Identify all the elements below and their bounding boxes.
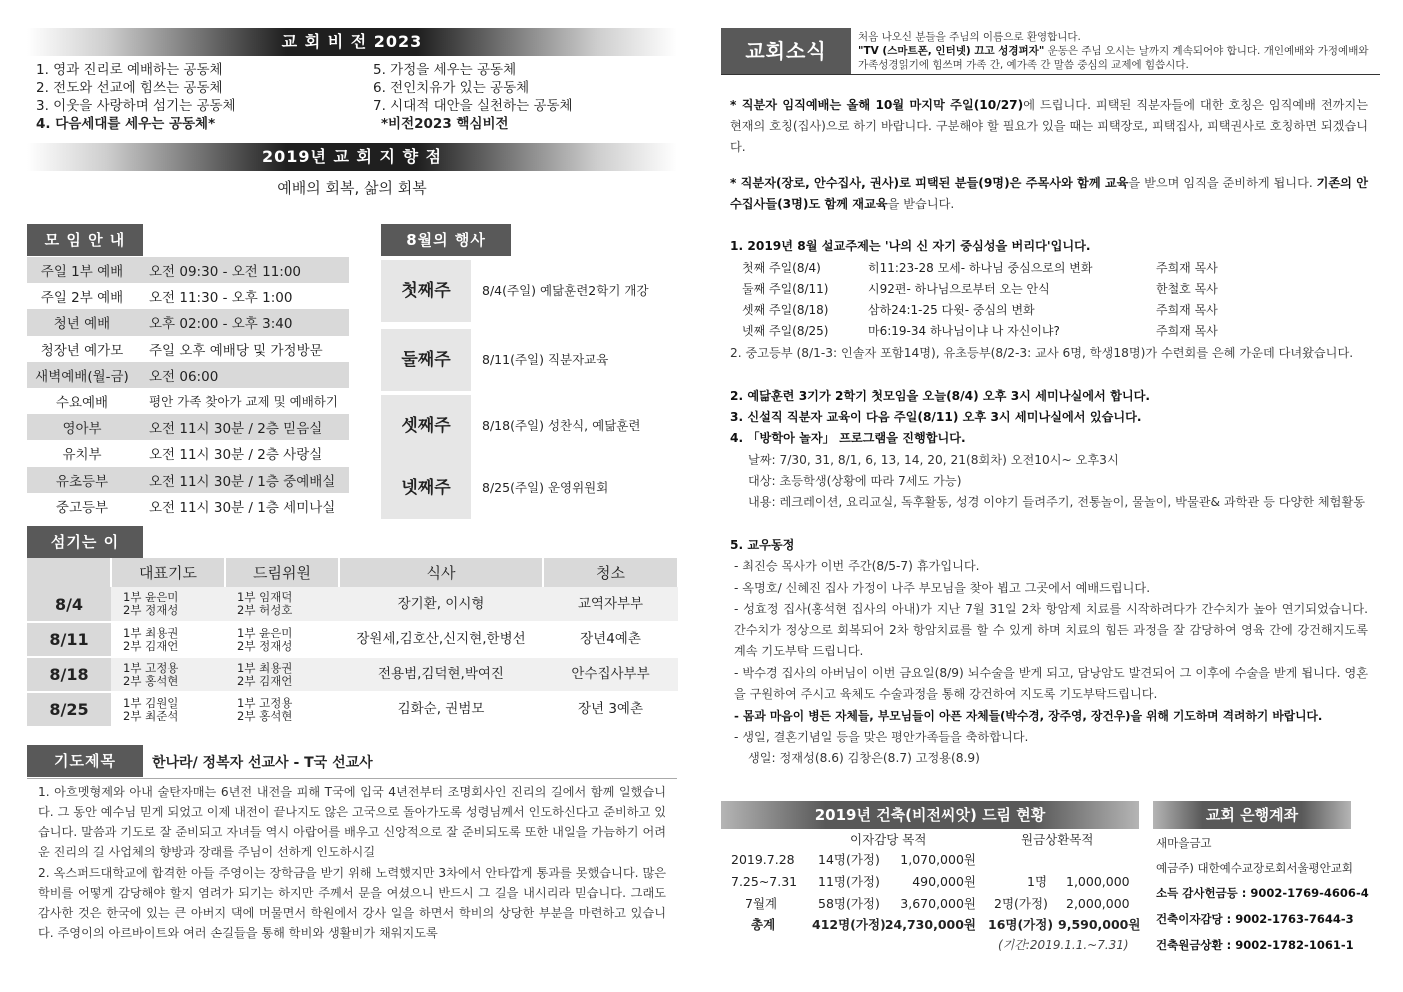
campaign-slogan: "TV (스마트폰, 인터넷) 끄고 성경펴자" bbox=[858, 45, 1045, 57]
fund-date: 7월계 bbox=[745, 896, 778, 911]
vision-core-note: *비전2023 핵심비전 bbox=[381, 116, 509, 132]
direction-title: 2019년 교 회 지 향 점 bbox=[27, 143, 677, 171]
meeting-time: 오전 11시 30분 / 1층 세미나실 bbox=[149, 499, 336, 516]
notice-ordination-bold: * 직분자 임직예배는 올해 10월 마지막 주일(10/27) bbox=[730, 98, 1024, 112]
notice-education-bold: * 직분자(장로, 안수집사, 권사)로 피택된 분들(9명)은 주목사와 함께 교육 bbox=[730, 176, 1129, 190]
meeting-name: 새벽예배(월-금) bbox=[27, 362, 137, 388]
prayer-subject: 한나라/ 정복자 선교사 - T국 선교사 bbox=[152, 755, 373, 771]
prayer-2: 2부 최준석 bbox=[123, 708, 179, 723]
fund-title: 2019년 건축(비전씨앗) 드림 현황 bbox=[721, 801, 1139, 829]
prayer-item: 1. 아흐멧형제와 아내 술탄자매는 6년전 내전을 피해 T국에 입국 4년전부터 조명회사인 진리의 길에서 함께 일했습니다. 그 동안 예수님 믿게 되었고 이제 내전이 끝나지도 않은 고국으로 돌아가도록 성령님께서 인도하신다고 준비하고 있습니다. 말씀과 기도로 잘 준비되고 자녀들 역시 아랍어를 배우고 신앙적으로 잘 준비되도록 또한 내일을 가늠하기 어려운 진리의 길 사업체의 향방과 장래를 주님이 선하게 인도하시길 bbox=[38, 785, 667, 859]
sermon-row bbox=[742, 258, 821, 279]
dream-1: 1부 윤은미 bbox=[237, 625, 293, 640]
prayer-leaders bbox=[111, 622, 225, 657]
fund-amount: 490,000원 bbox=[912, 874, 976, 889]
fund-count: 14명(가정) bbox=[818, 852, 880, 867]
event-desc: 8/4(주일) 예닮훈련2학기 개강 bbox=[482, 283, 649, 298]
bank-name: 새마을금고 bbox=[1156, 836, 1212, 850]
vision-left-list bbox=[36, 61, 236, 133]
event-week: 셋째주 bbox=[381, 395, 471, 457]
serve-date: 8/18 bbox=[27, 657, 111, 692]
prayer-leaders bbox=[111, 657, 225, 692]
meeting-time: 주일 오후 예배당 및 가정방문 bbox=[149, 342, 323, 359]
sermon-week: 첫째 주일(8/4) bbox=[742, 261, 821, 275]
fund-count: 412명(가정) bbox=[812, 917, 886, 932]
table-row bbox=[27, 587, 678, 622]
sermon-title: 1. 2019년 8월 설교주제는 '나의 신 자기 중심성을 버리다'입니다. bbox=[730, 239, 1091, 253]
dream-1: 1부 최용권 bbox=[237, 660, 293, 675]
meeting-row bbox=[27, 414, 349, 440]
fund-date: 7.25~7.31 bbox=[731, 874, 798, 889]
member-news: - 박수경 집사의 아버님이 이번 금요일(8/9) 뇌수술을 받게 되고, 담낭암도 발견되어 그 이후에 수술을 받게 됩니다. 영혼을 구원하여 주시고 육체도 수술과정을 통해 강건하여 지도록 기도부탁드립니다. bbox=[734, 666, 1368, 701]
program-content: 내용: 레크레이션, 요리교실, 독후활동, 성경 이야기 들려주기, 전통놀이, 물놀이, 박물관& 과학관 등 다양한 체험활동 bbox=[748, 495, 1366, 509]
news-intro bbox=[858, 30, 1378, 72]
prayer-title: 기도제목 bbox=[27, 745, 143, 777]
sermon-preacher: 주희재 목사 bbox=[1156, 303, 1218, 317]
notice-education bbox=[730, 173, 1368, 215]
member-news: - 옥명호/ 신혜진 집사 가정이 나주 부모님을 찾아 뵙고 그곳에서 예배드립니다. bbox=[734, 581, 1151, 595]
prayer-item: 2. 옥스퍼드대학교에 합격한 아들 주영이는 장학금을 받기 위해 노력했지만 3차에서 안타깝게 통과를 못했습니다. 많은 학비를 어떻게 감당해야 할지 염려가 되기는 하지만 주께서 문을 여셨으니 반드시 그 길을 내시리라 믿습니다. 그래도 감사한 것은 한국에 있는 큰 아버지 댁에 머물면서 학원에서 강사 일을 하면서 학비의 상당한 부분을 마련하고 있습니다. 주영이의 아르바이트와 여러 손길들을 통해 학비와 생활비가 채워지도록 bbox=[38, 866, 666, 940]
fund-amount: 3,670,000원 bbox=[900, 896, 976, 911]
sermon-text: 시92편- 하나님으로부터 오는 안식 bbox=[868, 282, 1050, 296]
sermon-preacher: 한철호 목사 bbox=[1156, 282, 1218, 296]
header-dream: 드림위원 bbox=[225, 558, 339, 587]
fund-date: 2019.7.28 bbox=[731, 852, 795, 867]
meeting-name: 영아부 bbox=[27, 414, 137, 440]
vision-item: 2. 전도와 선교에 힘쓰는 공동체 bbox=[36, 80, 223, 96]
meal-team: 김화순, 권범모 bbox=[339, 692, 543, 727]
fund-count: 11명(가정) bbox=[818, 874, 880, 889]
header-meal: 식사 bbox=[339, 558, 543, 587]
event-week: 둘째주 bbox=[381, 329, 471, 391]
event-week: 첫째주 bbox=[381, 260, 471, 322]
news-title: 교회소식 bbox=[721, 28, 851, 74]
meeting-name: 수요예배 bbox=[55, 395, 109, 412]
table-row bbox=[27, 622, 678, 657]
meetings-table bbox=[27, 257, 349, 519]
prayer-leaders bbox=[111, 692, 225, 727]
event-row bbox=[381, 457, 677, 519]
fund-amount2: 2,000,000 bbox=[1066, 896, 1130, 911]
meeting-row bbox=[27, 493, 349, 519]
sermon-text: 히11:23-28 모세- 하나님 중심으로의 변화 bbox=[868, 261, 1093, 275]
sermon-text: 마6:19-34 하나님이냐 나 자신이냐? bbox=[868, 324, 1060, 338]
vision-item: 3. 이웃을 사랑하며 섬기는 공동체 bbox=[36, 98, 236, 114]
meeting-name: 유치부 bbox=[62, 447, 102, 464]
prayer-1: 1부 윤은미 bbox=[123, 590, 179, 604]
fund-header-interest: 이자감당 목적 bbox=[850, 832, 927, 847]
meeting-row bbox=[27, 336, 349, 362]
meetings-title: 모 임 안 내 bbox=[27, 224, 143, 256]
sermon-row bbox=[742, 321, 829, 342]
prayer-1: 1부 고정용 bbox=[123, 660, 179, 675]
news-item-retreat: 2. 중고등부 (8/1-3: 인솔자 포함14명), 유초등부(8/2-3: 교사 6명, 학생18명)가 수련회를 은혜 가운데 다녀왔습니다. bbox=[730, 346, 1354, 360]
meeting-time: 오전 11시 30분 / 2층 믿음실 bbox=[137, 414, 349, 440]
clean-team: 장년4예촌 bbox=[543, 622, 678, 657]
dream-members bbox=[225, 622, 339, 657]
sermon-week: 둘째 주일(8/11) bbox=[742, 282, 829, 296]
table-row bbox=[27, 692, 678, 727]
meeting-name: 청장년 예가모 bbox=[40, 342, 124, 359]
clean-team: 장년 3예촌 bbox=[543, 692, 678, 727]
news-intro-welcome: 처음 나오신 분들을 주님의 이름으로 환영합니다. bbox=[858, 31, 1081, 43]
serve-date: 8/25 bbox=[27, 692, 111, 727]
meeting-time: 오전 11:30 - 오후 1:00 bbox=[149, 290, 293, 307]
meeting-row bbox=[27, 467, 349, 493]
dream-members bbox=[225, 692, 339, 727]
fund-count: 58명(가정) bbox=[818, 896, 880, 911]
event-desc: 8/18(주일) 성찬식, 예닮훈련 bbox=[482, 418, 641, 433]
member-news: - 성효정 집사(홍석현 집사의 아내)가 지난 7월 31일 2차 항암제 치료를 시작하려다가 간수치가 높아 연기되었습니다. 간수치가 정상으로 회복되어 2차 항암치료를 할 수 있게 하며 치료의 힘든 과정을 잘 감당하여 영육 간에 강건해지도록 계속 기도부탁 드립니다. bbox=[734, 602, 1368, 658]
fund-amount: 1,070,000원 bbox=[900, 852, 976, 867]
dream-2: 2부 허성호 bbox=[237, 603, 293, 617]
member-news: - 최진승 목사가 이번 주간(8/5-7) 휴가입니다. bbox=[734, 559, 980, 573]
meeting-name: 주일 1부 예배 bbox=[27, 257, 137, 283]
dream-members bbox=[225, 657, 339, 692]
direction-motto: 예배의 회복, 삶의 회복 bbox=[277, 179, 427, 197]
vision-item: 6. 전인치유가 있는 공동체 bbox=[373, 80, 530, 96]
vision-right-list bbox=[373, 61, 573, 133]
prayer-2: 2부 홍석현 bbox=[123, 673, 179, 688]
campaign-text: 운동은 주님 오시는 날까지 계속되어야 합니다. 개인예배와 가정예배와 가족성경읽기에 힘쓰며 가족 간, 예가족 간 말씀 중심의 교제에 힘씁시다. bbox=[858, 45, 1369, 71]
meeting-row bbox=[27, 388, 349, 414]
dream-2: 2부 정재성 bbox=[237, 638, 293, 653]
meeting-row bbox=[27, 309, 349, 335]
bank-title: 교회 은행계좌 bbox=[1153, 801, 1351, 829]
sermon-week: 넷째 주일(8/25) bbox=[742, 324, 829, 338]
sermon-preacher: 주희재 목사 bbox=[1156, 324, 1218, 338]
clean-team: 교역자부부 bbox=[543, 587, 678, 622]
fund-amount2: 9,590,000원 bbox=[1058, 917, 1141, 932]
header-prayer: 대표기도 bbox=[111, 558, 225, 587]
notice-education-end: 을 받습니다. bbox=[887, 197, 955, 211]
meeting-name: 청년 예배 bbox=[27, 309, 137, 335]
table-row bbox=[27, 657, 678, 692]
fund-count2: 2명(가정) bbox=[994, 896, 1048, 911]
program-date: 날짜: 7/30, 31, 8/1, 6, 13, 14, 20, 21(8회차) 오전10시~ 오후3시 bbox=[748, 453, 1119, 467]
serve-date: 8/11 bbox=[27, 622, 111, 657]
clean-team: 안수집사부부 bbox=[543, 657, 678, 692]
event-desc: 8/25(주일) 운영위원회 bbox=[482, 480, 609, 495]
fund-amount: 24,730,000원 bbox=[884, 917, 976, 932]
meeting-row bbox=[27, 440, 349, 466]
notice-ordination-text: 에 드립니다. 피택된 직분자들에 대한 호칭은 임직예배 전까지는 현재의 호칭(집사)으로 하기 바랍니다. 구분해야 할 필요가 있을 때는 피택장로, 피택집사, 피택권사로 호칭하면 되겠습니다. bbox=[730, 98, 1368, 154]
servers-header bbox=[27, 558, 678, 587]
news-item-program: 4. 「방학아 놀자」 프로그램을 진행합니다. bbox=[730, 431, 966, 445]
bank-account-interest: 건축이자감당 : 9002-1763-7644-3 bbox=[1156, 912, 1354, 926]
vision-item: 7. 시대적 대안을 실천하는 공동체 bbox=[373, 98, 573, 114]
dream-2: 2부 홍석현 bbox=[237, 708, 293, 723]
event-row bbox=[381, 329, 677, 391]
header-date bbox=[27, 558, 111, 587]
servers-table bbox=[27, 558, 679, 728]
serve-date: 8/4 bbox=[27, 587, 111, 622]
news-divider bbox=[721, 74, 1380, 75]
bank-account-principal: 건축원금상환 : 9002-1782-1061-1 bbox=[1156, 938, 1354, 952]
vision-item: 5. 가정을 세우는 공동체 bbox=[373, 62, 517, 78]
meeting-name: 유초등부 bbox=[27, 467, 137, 493]
news-item-new-officers: 3. 신설직 직분자 교육이 다음 주일(8/11) 오후 3시 세미나실에서 있습니다. bbox=[730, 410, 1142, 424]
meeting-row bbox=[27, 257, 349, 283]
fund-count2: 16명(가정) bbox=[988, 917, 1054, 932]
bank-holder: 예금주) 대한예수교장로회서울평안교회 bbox=[1156, 861, 1353, 875]
meeting-time: 오전 09:30 - 오전 11:00 bbox=[137, 257, 349, 283]
dream-1: 1부 임재덕 bbox=[237, 590, 293, 604]
vision-title: 교 회 비 전 2023 bbox=[27, 28, 677, 56]
prayer-1: 1부 최용권 bbox=[123, 625, 179, 640]
news-intro-campaign bbox=[858, 44, 1378, 72]
sermon-text: 삼하24:1-25 다윗- 중심의 변화 bbox=[868, 303, 1035, 317]
meal-team: 장기환, 이시형 bbox=[339, 587, 543, 622]
dream-1: 1부 고정용 bbox=[237, 695, 293, 710]
event-row bbox=[381, 260, 677, 322]
meeting-row bbox=[27, 362, 349, 388]
meeting-time: 오후 02:00 - 오후 3:40 bbox=[137, 309, 349, 335]
member-news: - 생일, 결혼기념일 등을 맞은 평안가족들을 축하합니다. bbox=[734, 730, 1029, 744]
dream-members bbox=[225, 587, 339, 622]
vision-item: 1. 영과 진리로 예배하는 공동체 bbox=[36, 62, 223, 78]
fund-amount2: 1,000,000 bbox=[1066, 874, 1130, 889]
meeting-time: 오전 11시 30분 / 1층 중예배실 bbox=[137, 467, 349, 493]
meal-team: 전용범,김덕현,박여진 bbox=[339, 657, 543, 692]
event-desc: 8/11(주일) 직분자교육 bbox=[482, 352, 609, 367]
meal-team: 장원세,김호산,신지현,한병선 bbox=[339, 622, 543, 657]
event-week: 넷째주 bbox=[381, 457, 471, 519]
notice-education-text: 을 받으며 임직을 준비하게 됩니다. bbox=[1128, 176, 1317, 190]
notice-education-bold2: 기존의 안수집사들(3명)도 함께 재교육 bbox=[730, 176, 1368, 211]
servers-title: 섬기는 이 bbox=[27, 526, 143, 558]
bank-account-offering: 소득 감사헌금등 : 9002-1769-4606-4 bbox=[1156, 886, 1369, 900]
prayer-1: 1부 김원일 bbox=[123, 695, 179, 710]
fund-period: (기간:2019.1.1.~7.31) bbox=[998, 938, 1129, 952]
prayer-divider bbox=[27, 778, 677, 779]
vision-item: 4. 다음세대를 세우는 공동체* bbox=[36, 116, 216, 132]
sermon-week: 셋째 주일(8/18) bbox=[742, 303, 829, 317]
meeting-name: 중고등부 bbox=[55, 499, 109, 516]
news-item-training: 2. 예닮훈련 3기가 2학기 첫모임을 오늘(8/4) 오후 3시 세미나실에서 합니다. bbox=[730, 389, 1151, 403]
event-row bbox=[381, 395, 677, 457]
member-news: - 몸과 마음이 병든 자체들, 부모님들이 아픈 자체들(박수경, 장주영, 장건우)을 위해 기도하며 격려하기 바랍니다. bbox=[734, 709, 1323, 723]
header-clean: 청소 bbox=[543, 558, 678, 587]
fund-count2: 1명 bbox=[1027, 874, 1048, 889]
events-title: 8월의 행사 bbox=[381, 224, 511, 256]
notice-ordination bbox=[730, 95, 1368, 158]
sermon-row bbox=[742, 279, 829, 300]
news-item-members: 5. 교우동정 bbox=[730, 538, 795, 552]
fund-date: 총계 bbox=[751, 917, 776, 932]
program-target: 대상: 초등학생(상황에 따라 7세도 가능) bbox=[748, 474, 962, 488]
meeting-name: 주일 2부 예배 bbox=[40, 290, 124, 307]
fund-header-principal: 원금상환목적 bbox=[1021, 832, 1094, 847]
meeting-time: 평안 가족 찾아가 교제 및 예배하기 bbox=[149, 394, 338, 410]
sermon-preacher: 주희재 목사 bbox=[1156, 261, 1218, 275]
sermon-row bbox=[742, 300, 829, 321]
prayer-2: 2부 김재언 bbox=[123, 638, 179, 653]
prayer-2: 2부 정재성 bbox=[123, 603, 179, 617]
meeting-time: 오전 06:00 bbox=[137, 362, 349, 388]
meeting-row bbox=[27, 283, 349, 309]
meeting-time: 오전 11시 30분 / 2층 사랑실 bbox=[149, 447, 323, 464]
prayer-leaders bbox=[111, 587, 225, 622]
birthday-list: 생일: 정재성(8.6) 김창은(8.7) 고정용(8.9) bbox=[748, 751, 980, 765]
dream-2: 2부 김재언 bbox=[237, 673, 293, 688]
